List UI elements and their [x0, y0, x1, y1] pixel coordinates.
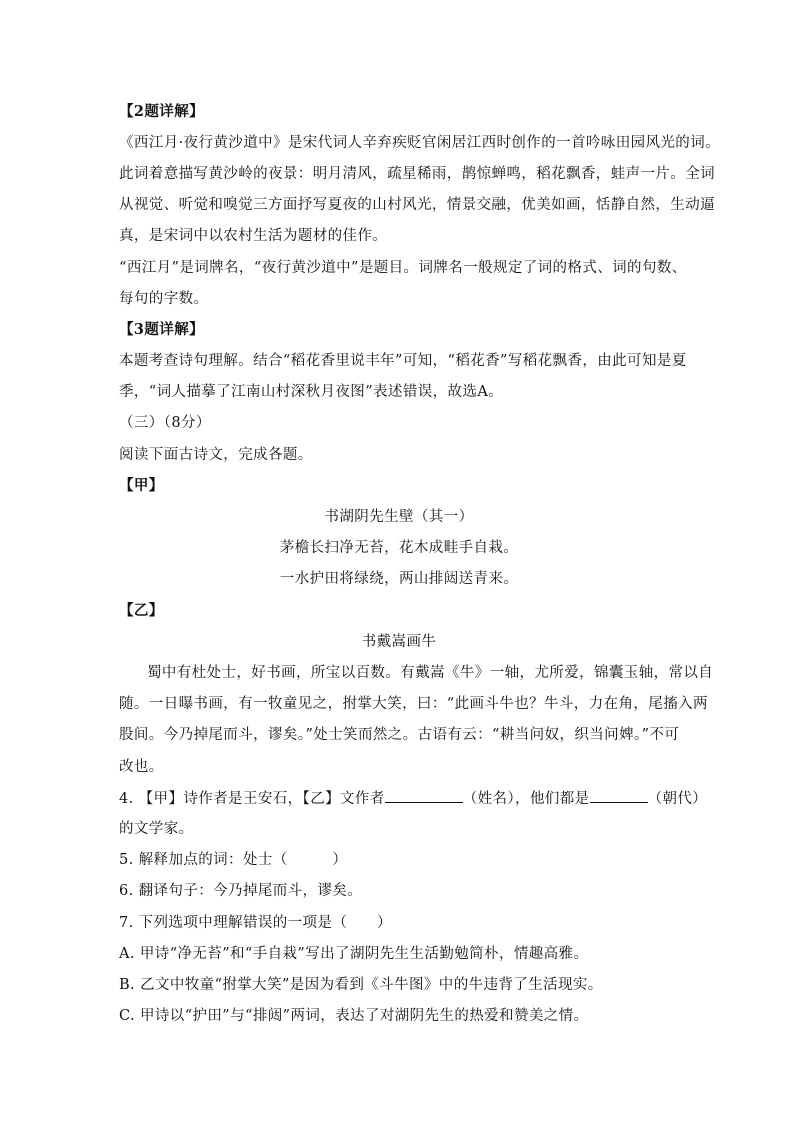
yi-label: 【乙】 [119, 602, 164, 619]
section2-heading: 【2题详解】 [119, 103, 204, 120]
section2-paragraph1-line4: 真，是宋词中以农村生活为题材的佳作。 [119, 228, 388, 244]
question4-text-a: 4. 【甲】诗作者是王安石，【乙】文作者 [119, 791, 385, 807]
part3-title: （三）（8分） [119, 415, 211, 431]
poem-title: 书湖阴先生壁（其一） [324, 509, 474, 525]
section3-line2: 季，“词人描摹了江南山村深秋月夜图”表述错误，故选A。 [119, 384, 504, 400]
question4-text-b: （姓名），他们都是 [462, 791, 590, 807]
reading-instruction: 阅读下面古诗文，完成各题。 [119, 447, 313, 463]
section3-line1: 本题考查诗句理解。结合“稻花香里说丰年”可知，“稻花香”写稻花飘香，由此可知是夏 [119, 353, 687, 369]
question7: 7. 下列选项中理解错误的一项是（ ） [119, 915, 392, 931]
section2-paragraph2-line2: 每句的字数。 [119, 291, 209, 307]
question5: 5. 解释加点的词：处士（ ） [119, 852, 348, 868]
jia-label: 【甲】 [119, 477, 164, 494]
poem-line1: 茅檐长扫净无苔，花木成畦手自栽。 [279, 540, 519, 556]
section3-heading: 【3题详解】 [119, 321, 204, 338]
question4-line1 [119, 788, 708, 809]
dynasty-blank[interactable] [590, 788, 648, 803]
author-name-blank[interactable] [385, 788, 463, 803]
question4-line2: 的文学家。 [119, 821, 194, 837]
prose-line2: 随。一日曝书画，有一牧童见之，拊掌大笑，曰：“此画斗牛也？牛斗，力在角，尾搐入两 [119, 696, 708, 712]
section2-paragraph2-line1: “西江月”是词牌名，“夜行黄沙道中”是题目。词牌名一般规定了词的格式、词的句数、 [119, 260, 687, 276]
poem-line2: 一水护田将绿绕，两山排闼送青来。 [279, 571, 519, 587]
option-a: A. 甲诗“净无苔”和“手自栽”写出了湖阴先生生活勤勉简朴，情趣高雅。 [119, 946, 589, 962]
prose-line3: 股间。今乃掉尾而斗，谬矣。”处士笑而然之。古语有云：“耕当问奴，织当问婢。”不可 [119, 727, 680, 743]
section2-paragraph1-line3: 从视觉、听觉和嗅觉三方面抒写夏夜的山村风光，情景交融，优美如画，恬静自然，生动逼 [119, 197, 715, 213]
prose-title: 书戴嵩画牛 [361, 634, 437, 650]
option-b: B. 乙文中牧童“拊掌大笑”是因为看到《斗牛图》中的牛违背了生活现实。 [119, 977, 603, 993]
section2-paragraph1-line2: 此词着意描写黄沙岭的夜景：明月清风，疏星稀雨，鹊惊蝉鸣，稻花飘香，蛙声一片。全词 [119, 166, 715, 182]
section2-paragraph1-line1: 《西江月·夜行黄沙道中》是宋代词人辛弃疾贬官闲居江西时创作的一首吟咏田园风光的词。 [119, 135, 721, 151]
prose-line4: 改也。 [119, 759, 164, 775]
question6: 6. 翻译句子：今乃掉尾而斗，谬矣。 [119, 883, 363, 899]
option-c: C. 甲诗以“护田”与“排闼”两词，表达了对湖阴先生的热爱和赞美之情。 [119, 1008, 589, 1024]
prose-line1: 蜀中有杜处士，好书画，所宝以百数。有戴嵩《牛》一轴，尤所爱，锦囊玉轴，常以自 [147, 665, 714, 681]
question4-text-c: （朝代） [647, 791, 708, 807]
